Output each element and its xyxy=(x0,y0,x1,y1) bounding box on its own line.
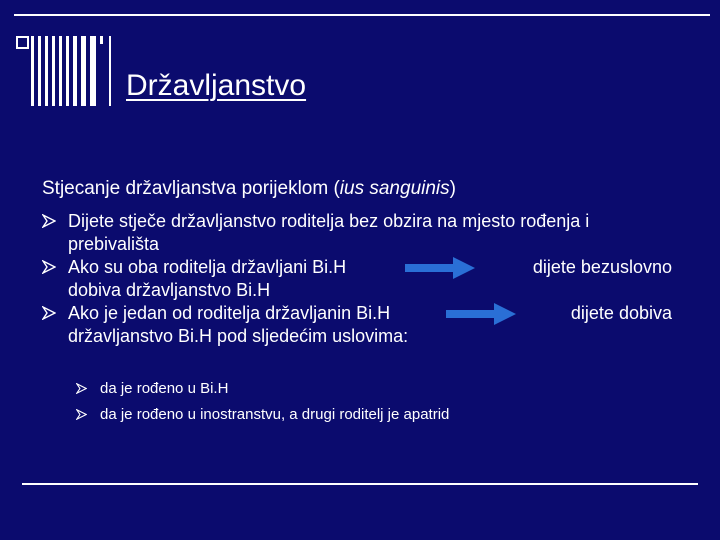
arrowhead-bullet-icon xyxy=(76,409,87,420)
bullet-item xyxy=(42,256,672,302)
decorative-bar xyxy=(31,36,34,106)
decorative-bars xyxy=(14,14,124,109)
decorative-bar xyxy=(100,36,103,44)
top-rule xyxy=(14,14,710,16)
subtitle-prefix: Stjecanje državljanstva porijeklom ( xyxy=(42,178,340,199)
slide-title: Državljanstvo xyxy=(126,69,307,102)
subtitle-italic: ius sanguinis xyxy=(339,178,450,199)
bullet-line-with-arrow xyxy=(68,256,672,279)
bullet-line: prebivališta xyxy=(68,234,160,254)
decorative-bar xyxy=(90,36,96,106)
sub-bullet-item xyxy=(76,379,636,399)
bullet-line: Dijete stječe državljanstvo roditelja bez obzira na mjesto rođenja i xyxy=(68,211,590,231)
bottom-rule xyxy=(22,483,698,485)
decorative-bar xyxy=(73,36,77,106)
decorative-bar xyxy=(45,36,48,106)
bullet-line: državljanstvo Bi.H pod sljedećim uslovima: xyxy=(68,326,409,346)
decorative-bar xyxy=(38,36,41,106)
bullet-line-left: Ako je jedan od roditelja državljanin Bi.H xyxy=(68,303,391,323)
sub-bullet-text: da je rođeno u Bi.H xyxy=(100,380,229,397)
arrowhead-bullet-icon xyxy=(42,306,56,320)
decorative-bar xyxy=(52,36,55,106)
bullet-line-right: dijete bezuslovno xyxy=(532,257,672,277)
right-arrow-icon xyxy=(405,257,475,279)
right-arrow-icon xyxy=(446,303,516,325)
sub-bullet-item xyxy=(76,405,636,425)
decorative-square xyxy=(16,36,29,49)
bullet-item xyxy=(42,302,672,348)
sub-bullet-list xyxy=(76,379,636,431)
bullet-list xyxy=(42,210,672,348)
bullet-line-with-arrow xyxy=(68,302,672,325)
arrowhead-bullet-icon xyxy=(42,214,56,228)
decorative-bar xyxy=(109,36,111,106)
decorative-bar xyxy=(81,36,86,106)
decorative-bar xyxy=(66,36,69,106)
bullet-item xyxy=(42,210,672,256)
bullet-line-right: dijete dobiva xyxy=(570,303,672,323)
sub-bullet-text: da je rođeno u inostranstvu, a drugi roditelj je apatrid xyxy=(100,406,450,423)
bullet-line-left: Ako su oba roditelja državljani Bi.H xyxy=(68,257,347,277)
arrowhead-bullet-icon xyxy=(42,260,56,274)
bullet-line: dobiva državljanstvo Bi.H xyxy=(68,280,271,300)
subtitle-suffix: ) xyxy=(449,178,456,199)
decorative-bar xyxy=(59,36,62,106)
arrowhead-bullet-icon xyxy=(76,383,87,394)
slide-subtitle xyxy=(42,176,682,202)
